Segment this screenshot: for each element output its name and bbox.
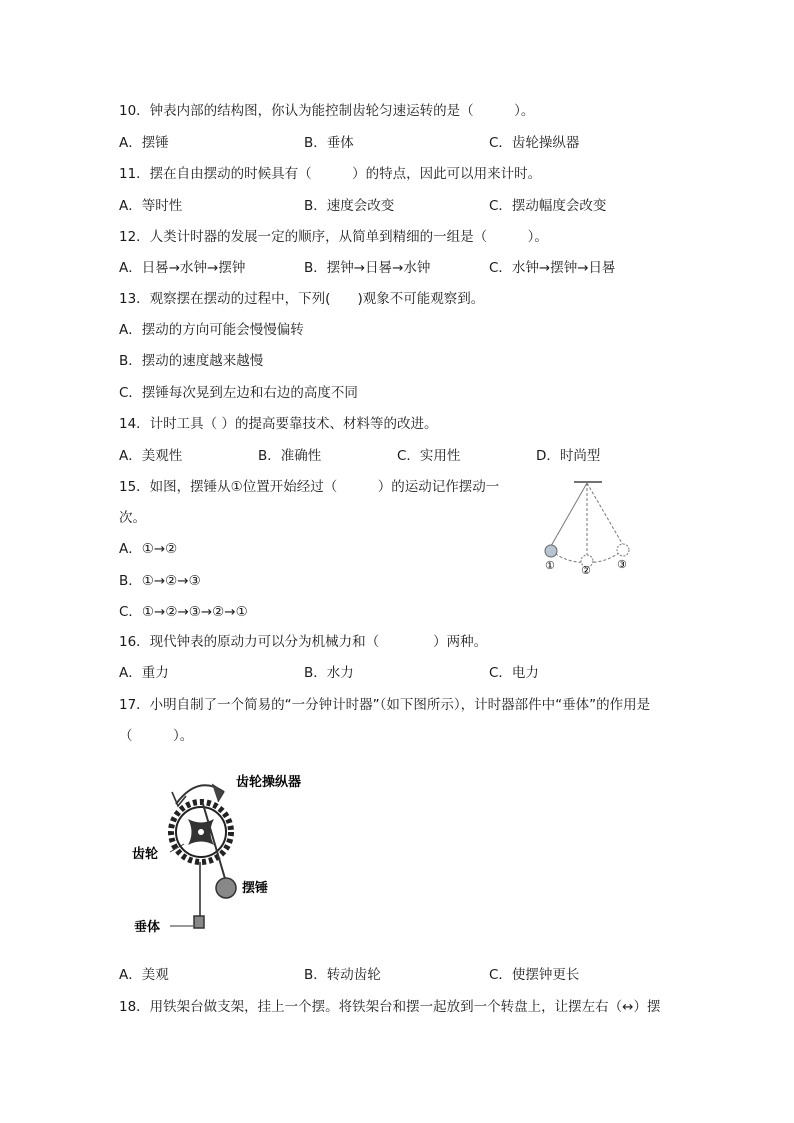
q14-option-a: A．美观性 bbox=[119, 448, 183, 464]
label-weight: 垂体 bbox=[134, 920, 161, 935]
q13-option-b: B．摆动的速度越来越慢 bbox=[119, 353, 264, 369]
q12-stem: 12．人类计时器的发展一定的顺序，从简单到精细的一组是（ ）。 bbox=[119, 229, 548, 245]
q15-option-a: A．①→② bbox=[119, 541, 178, 557]
bob-position-3 bbox=[617, 544, 629, 556]
q17-option-a: A．美观 bbox=[119, 967, 169, 983]
controller-pallet bbox=[212, 784, 224, 802]
q15-option-b: B．①→②→③ bbox=[119, 573, 201, 589]
q18-stem: 18．用铁架台做支架，挂上一个摆。将铁架台和摆一起放到一个转盘上，让摆左右（↔）摆 bbox=[119, 999, 661, 1015]
label-bob: 摆锤 bbox=[242, 881, 269, 896]
timer-figure bbox=[128, 764, 328, 944]
label-gear: 齿轮 bbox=[132, 847, 159, 862]
q11-stem: 11．摆在自由摆动的时候具有（ ）的特点，因此可以用来计时。 bbox=[119, 166, 542, 182]
gear bbox=[171, 802, 231, 862]
q15-stem-line2: 次。 bbox=[119, 510, 146, 526]
q15-stem-line1: 15．如图，摆锤从①位置开始经过（ ）的运动记作摆动一 bbox=[119, 479, 500, 495]
label-position-3: ③ bbox=[617, 558, 627, 571]
q13-option-c: C．摆锤每次晃到左边和右边的高度不同 bbox=[119, 385, 358, 401]
q14-stem: 14．计时工具（ ）的提高要靠技术、材料等的改进。 bbox=[119, 416, 438, 432]
q11-option-c: C．摆动幅度会改变 bbox=[489, 198, 607, 214]
q14-option-c: C．实用性 bbox=[397, 448, 461, 464]
q17-stem-line1: 17．小明自制了一个简易的“一分钟计时器”（如下图所示），计时器部件中“垂体”的作用是 bbox=[119, 697, 651, 713]
q14-option-b: B．准确性 bbox=[258, 448, 322, 464]
q16-option-b: B．水力 bbox=[304, 665, 354, 681]
q13-option-a: A．摆动的方向可能会慢慢偏转 bbox=[119, 322, 304, 338]
q10-option-c: C．齿轮操纵器 bbox=[489, 135, 580, 151]
q13-stem: 13．观察摆在摆动的过程中，下列( )观象不可能观察到。 bbox=[119, 291, 485, 307]
q10-stem: 10．钟表内部的结构图，你认为能控制齿轮匀速运转的是（ ）。 bbox=[119, 103, 535, 119]
q10-option-b: B．垂体 bbox=[304, 135, 354, 151]
q16-option-a: A．重力 bbox=[119, 665, 169, 681]
label-controller: 齿轮操纵器 bbox=[236, 775, 302, 790]
bob-position-1 bbox=[545, 545, 557, 557]
pendulum-figure bbox=[534, 476, 640, 574]
q11-option-a: A．等时性 bbox=[119, 198, 183, 214]
q11-option-b: B．速度会改变 bbox=[304, 198, 395, 214]
q16-option-c: C．电力 bbox=[489, 665, 539, 681]
string-position-3 bbox=[587, 483, 623, 545]
q16-stem: 16．现代钟表的原动力可以分为机械力和（ ）两种。 bbox=[119, 634, 488, 650]
q12-option-c: C．水钟→摆钟→日晷 bbox=[489, 260, 616, 276]
q17-option-b: B．转动齿轮 bbox=[304, 967, 381, 983]
string-position-1 bbox=[551, 483, 587, 546]
q17-option-c: C．使摆钟更长 bbox=[489, 967, 580, 983]
q17-stem-line2: （ ）。 bbox=[119, 728, 194, 744]
label-position-1: ① bbox=[545, 559, 555, 572]
q10-option-a: A．摆锤 bbox=[119, 135, 169, 151]
q12-option-b: B．摆钟→日晷→水钟 bbox=[304, 260, 431, 276]
pendulum-bob bbox=[216, 878, 236, 898]
q14-option-d: D．时尚型 bbox=[536, 448, 601, 464]
label-position-2: ② bbox=[581, 564, 591, 574]
weight-block bbox=[194, 916, 204, 928]
q12-option-a: A．日晷→水钟→摆钟 bbox=[119, 260, 246, 276]
q15-option-c: C．①→②→③→②→① bbox=[119, 604, 248, 620]
